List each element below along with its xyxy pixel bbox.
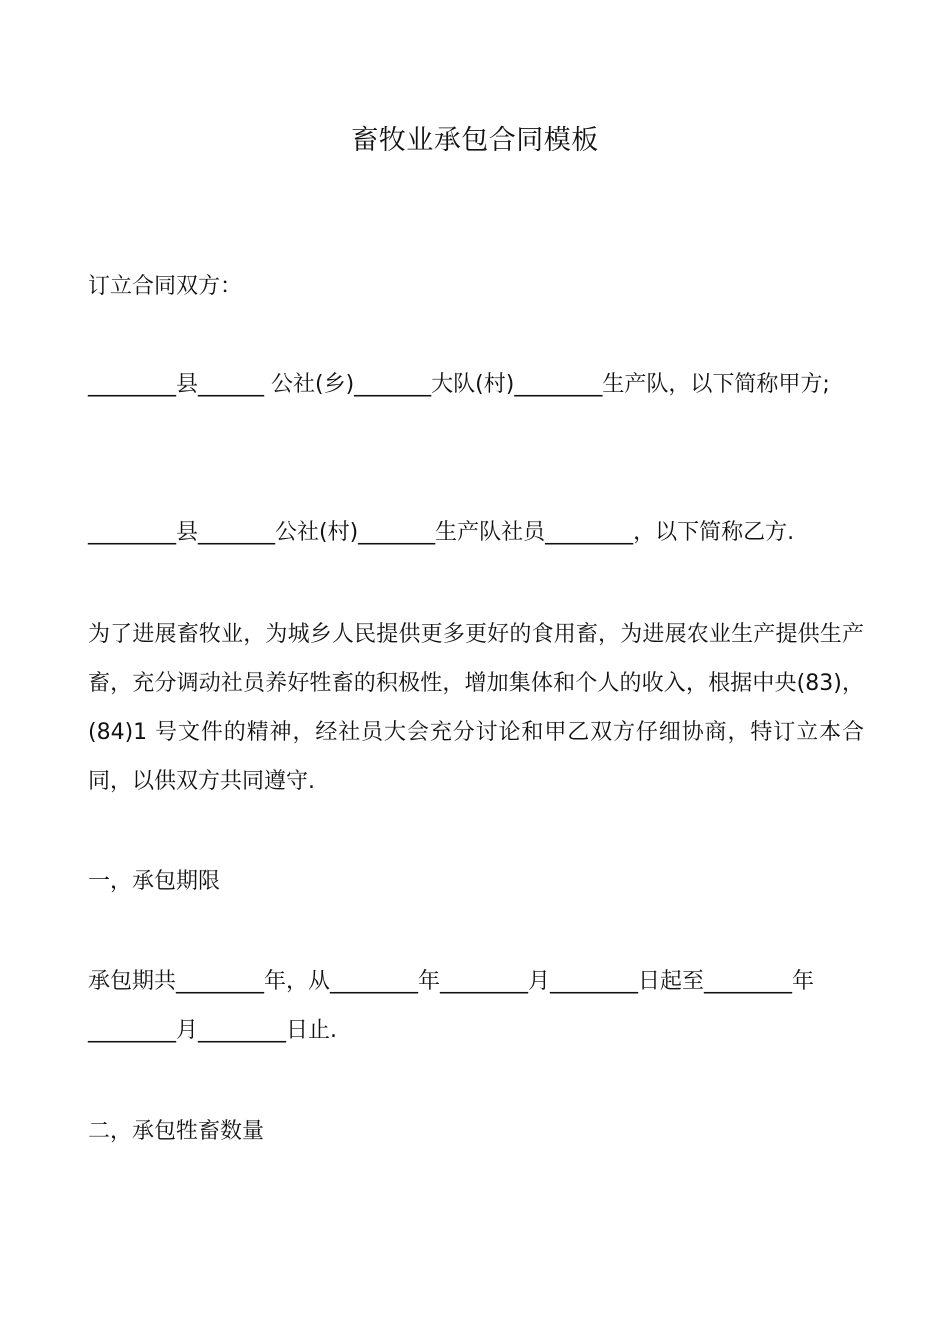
document-title: 畜牧业承包合同模板 bbox=[351, 125, 599, 156]
party-b-paragraph: ________县_______公社(村)_______生产队社员________，以下简称乙方. bbox=[88, 520, 795, 545]
section-1-heading: 一，承包期限 bbox=[88, 869, 221, 894]
party-a-paragraph: ________县______ 公社(乡)_______大队(村)________生产队，以下简称甲方; bbox=[88, 372, 830, 397]
purpose-paragraph: 为了进展畜牧业，为城乡人民提供更多更好的食用畜，为进展农业生产提供生产畜，充分调动社员养好牲畜的积极性，增加集体和个人的收入，根据中央(83)，(84)1 号文件的精神，经社员大会充分讨论和甲乙双方仔细协商，特订立本合同，以供双方共同遵守. bbox=[88, 622, 864, 794]
parties-heading: 订立合同双方： bbox=[88, 274, 243, 299]
section-2-heading: 二，承包牲畜数量 bbox=[88, 1119, 265, 1144]
term-paragraph: 承包期共________年，从________年________月________日起至________年________月________日止. bbox=[88, 969, 815, 1043]
